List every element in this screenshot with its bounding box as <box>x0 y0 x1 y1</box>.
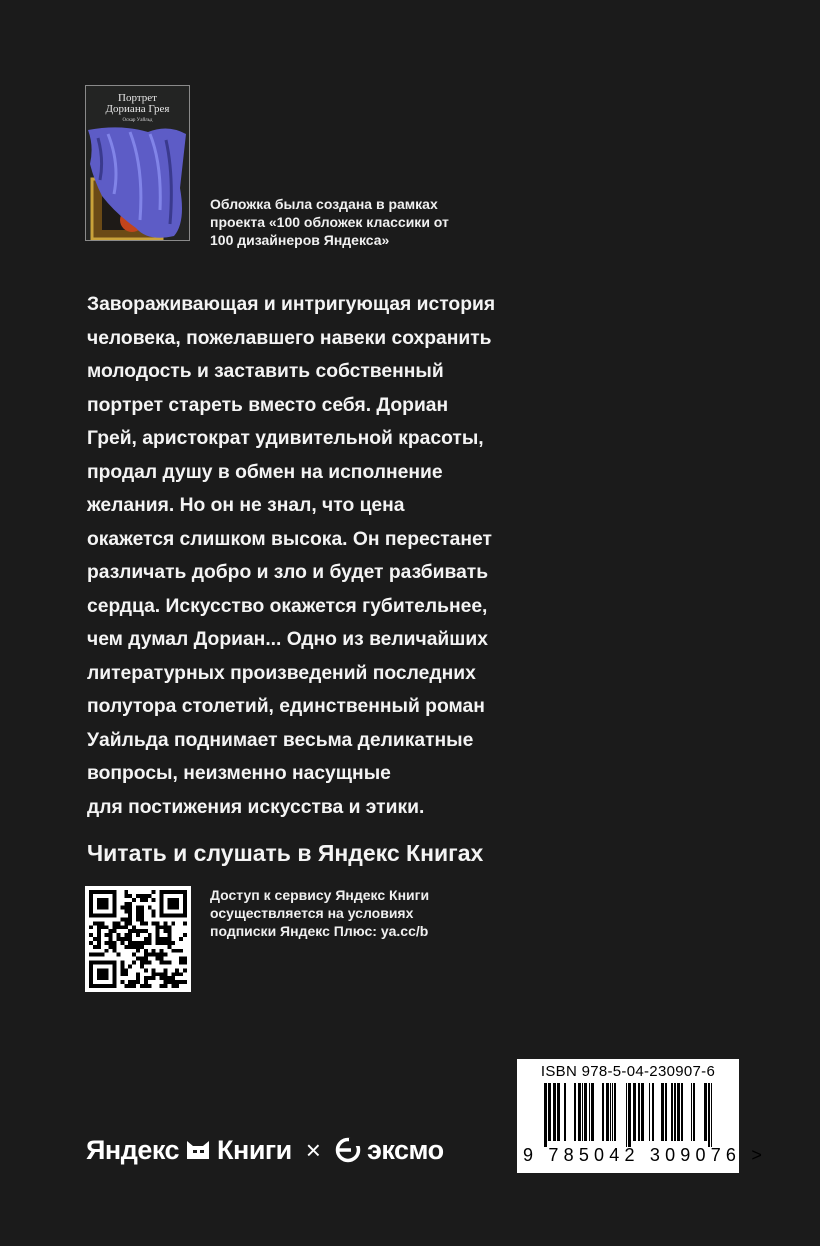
qr-code[interactable] <box>85 886 191 992</box>
cover-thumbnail-author: Оскар Уайльд <box>122 118 153 123</box>
cover-thumbnail-title <box>86 93 189 115</box>
description-line: различать добро и зло и будет разбивать <box>87 562 489 583</box>
publisher-logos <box>86 1130 444 1170</box>
isbn-barcode-block <box>517 1059 768 1173</box>
qr-code-pattern <box>89 890 187 988</box>
description-line: молодость и заставить собственный <box>87 361 444 382</box>
cover-title-line2: Дориана Грея <box>105 103 170 115</box>
description-line: полутора столетий, единственный роман <box>87 696 485 717</box>
description-line: литературных произведений последних <box>87 662 476 684</box>
isbn-label: ISBN 978-5-04-230907-6 <box>540 1063 716 1080</box>
description-line: Завораживающая и интригующая история <box>87 294 496 315</box>
description-line: окажется слишком высока. Он перестанет <box>87 528 492 550</box>
yandex-books-cat-icon <box>185 1137 211 1163</box>
barcode <box>544 1083 714 1147</box>
description-line: Уайльда поднимает весьма деликатные <box>87 729 474 751</box>
collaboration-separator: × <box>305 1134 321 1165</box>
eksmo-logo-icon <box>335 1137 361 1163</box>
book-description <box>87 288 547 824</box>
cover-title-line1: Портрет <box>118 92 157 104</box>
description-line: для постижения искусства и этики. <box>87 796 425 818</box>
barcode-digits: 9 785042 309076 > <box>523 1145 768 1165</box>
description-line: сердца. Искусство окажется губительнее, <box>87 595 488 617</box>
description-line: портрет стареть вместо себя. Дориан <box>87 394 449 416</box>
read-and-listen-heading: Читать и слушать в Яндекс Книгах <box>87 840 484 866</box>
description-line: чем думал Дориан... Одно из величайших <box>87 629 488 650</box>
cover-thumbnail <box>85 85 190 241</box>
description-line: Грей, аристократ удивительной красоты, <box>87 428 484 449</box>
draped-portrait-illustration <box>86 124 189 241</box>
books-wordmark: Книги <box>217 1134 292 1165</box>
cover-design-note: Обложка была создана в рамках проекта «100 обложек классики от 100 дизайнеров Яндекса» <box>210 196 449 248</box>
description-line: вопросы, неизменно насущные <box>87 763 391 784</box>
description-line: продал душу в обмен на исполнение <box>87 461 443 483</box>
yandex-wordmark: Яндекс <box>86 1134 180 1165</box>
description-line: желания. Но он не знал, что цена <box>87 495 405 516</box>
eksmo-wordmark: эксмо <box>366 1134 444 1165</box>
description-line: человека, пожелавшего навеки сохранить <box>87 327 492 349</box>
subscription-access-note: Доступ к сервису Яндекс Книги осуществляется на условиях подписки Яндекс Плюс: ya.cc/b <box>210 887 430 939</box>
